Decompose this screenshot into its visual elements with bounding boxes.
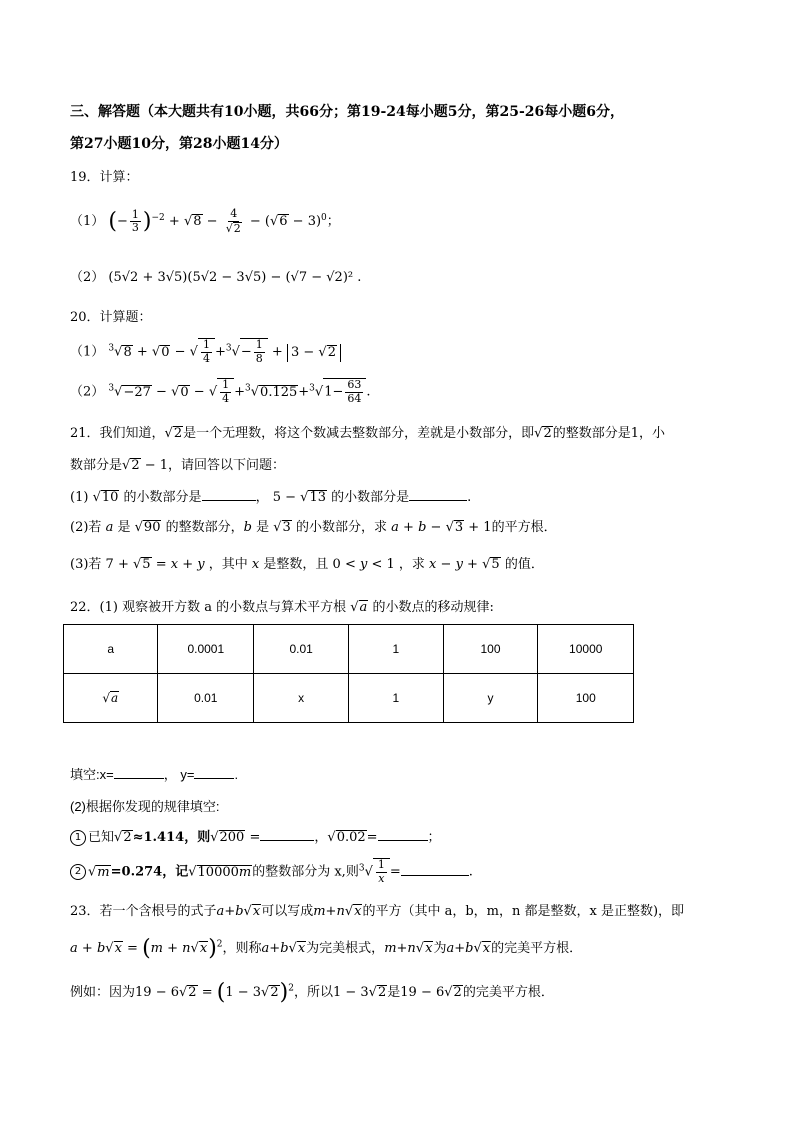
section-header-line1: 三、解答题（本大题共有10小题，共66分；第19-24每小题5分，第25-26每小题6分， [70,104,624,120]
table-cell: 0.01 [254,625,349,674]
q19-part2-expression: (5√2 + 3√5)(5√2 − 3√5) − (√7 − √2)² . [108,270,362,285]
answer-blank[interactable] [194,766,234,779]
q21-text: (2)若 [70,520,102,535]
q21-text: 是 [256,520,270,535]
q21-text: 是 [117,520,131,535]
q21-sub1: (1) √10 的小数部分是 ， 5 − √13 的小数部分是 . [70,490,472,505]
q22-text: 的小数点的移动规律: [372,600,494,615]
answer-blank[interactable] [114,766,164,779]
q22-text: = [366,830,378,845]
q21-sub2: (2)若 a 是 √90 的整数部分，b 是 √3 的小数部分，求 a + b − √3 + 1的平方根． [70,520,557,535]
q23-text: 23．若一个含根号的式子 [70,904,217,919]
q19-part2 [70,266,361,285]
circled-2-icon: 2 [70,864,86,880]
q21-text: ， [255,490,269,505]
q22-text: 的整数部分为 x,则 [252,864,359,880]
q23-text: 为 [433,941,447,956]
q21-intro-line2: 数部分是√2 − 1，请回答以下问题： [70,458,286,473]
answer-blank[interactable] [378,828,428,841]
q23-line3: 例如：因为$19 - 6√2 = (1 - 3√2)^2$，所以1 − 3√2是19 − 6√2的完美平方根． [70,980,554,1005]
q22-text: 22．(1) 观察被开方数 a 的小数点与算术平方根 [70,600,347,615]
q21-text: 的小数部分是 [331,490,410,505]
q20-part2-label: （2） [70,384,105,400]
q21-sub3: (3)若 7 + √5 = x + y ，其中 x 是整数，且 0 < y < 1 ，求 x − y + √5 的值． [70,557,544,572]
table-cell: 0.0001 [158,625,254,674]
q22-item2: 2 √m=0.274，记√10000m的整数部分为 x,则$^3$√ $\frac{1}{x}$ = . [70,858,473,885]
q21-text: (3)若 [70,557,102,572]
table-cell: x [254,674,349,723]
q19-part2-label: （2） [70,270,105,285]
q22-intro: 22．(1) 观察被开方数 a 的小数点与算术平方根 √a 的小数点的移动规律: [70,600,494,615]
q21-text: 的小数部分，求 [295,520,387,535]
table-cell: 1 [349,674,443,723]
table-cell: 100 [538,674,634,723]
sqrt-pattern-table [63,624,634,723]
q19-part1: （1） (− $\frac{1}{3}$ )$^{-2}$ + √8 − $\frac{4}{√2}$ − $(√6 - 3)^0$； [70,207,340,235]
table-cell: 0.01 [158,674,254,723]
q21-text: ，其中 [208,557,248,572]
q21-text: 数部分是 [70,458,123,473]
q23-line2: $a + b√x = (m + n√x)^2$，则称a+b√x为完美根式，m+n√x为a+b√x的完美平方根． [70,936,583,961]
q22-fill-line [70,764,238,783]
q20-part1-label: （1） [70,344,105,360]
q22-text: ； [427,830,441,845]
q21-text: 是一个无理数，将这个数减去整数部分，差就是小数部分，即 [183,426,535,441]
q22-part2: (2)根据你发现的规律填空: [70,799,220,814]
q21-text: 21．我们知道， [70,426,165,441]
q22-item1: 1 已知√2≈1.414，则√200 = ，√0.02= ； [70,826,441,846]
table-row [64,625,634,674]
q19-title: 19．计算： [70,170,139,185]
q22-text: . [468,864,473,880]
circled-1-icon: 1 [70,830,86,846]
table-cell: y [443,674,538,723]
q21-text: ，求 [398,557,425,572]
q22-text: =0.274，记 [110,864,189,880]
answer-blank[interactable] [409,488,467,501]
table-cell: a [64,625,158,674]
q21-text: 的值． [504,557,544,572]
q21-text: 是整数，且 [263,557,329,572]
q21-text: (1) [70,490,89,505]
q22-text: = [249,830,261,845]
table-cell: 1 [349,625,443,674]
q21-text: 的小数部分是 [123,490,202,505]
q22-text: . [234,767,239,782]
q23-text: ，则称 [222,941,262,956]
answer-blank[interactable] [401,863,469,876]
table-cell: √a [64,674,158,723]
q22-text: 已知 [88,830,115,845]
section-header-line2: 第27小题10分，第28小题14分） [70,136,288,152]
q21-text: ，请回答以下问题： [168,458,286,473]
q21-text: 的平方根． [491,520,557,535]
q23-text: 是 [387,985,401,1000]
q22-text: ， y= [163,767,195,782]
answer-blank[interactable] [202,488,256,501]
q23-text: 的完美平方根． [491,941,583,956]
q20-title: 20．计算题： [70,310,152,325]
q23-text: 为完美根式， [306,941,385,956]
q22-text: 填空:x= [70,767,114,782]
q22-text: = [389,864,401,880]
q21-text: 的整数部分是1，小 [552,426,665,441]
table-cell: 10000 [538,625,634,674]
q23-text: ，所以 [293,985,333,1000]
q23-text: 的平方（其中 a，b，m，n 都是整数，x 是正整数)，即 [362,904,685,919]
q20-part2: （2） $^3$√−27 − √0 − √ $\frac{1}{4}$ +$^3$√0.125+$^3$√1− $\frac{63}{64}$ . [70,378,371,405]
q21-text: . [467,490,472,505]
q23-text: 例如：因为 [70,985,136,1000]
table-row [64,674,634,723]
q21-text: 的整数部分， [165,520,244,535]
q22-text: ， [314,830,328,845]
q23-text: 的完美平方根． [462,985,554,1000]
q19-part1-label: （1） [70,214,105,230]
q21-intro-line1: 21．我们知道，√2是一个无理数，将这个数减去整数部分，差就是小数部分，即√2的整数部分是1，小 [70,426,665,441]
q23-line1: 23．若一个含根号的式子a+b√x可以写成m+n√x的平方（其中 a，b，m，n 都是整数，x 是正整数)，即 [70,904,685,919]
q20-part1: （1） $^3$√8 + √0 − √ $\frac{1}{4}$ +$^3$√− $\frac{1}{8}$ + 3 − √2 [70,338,341,365]
q22-text: ≈1.414，则 [132,830,211,845]
table-cell: 100 [443,625,538,674]
answer-blank[interactable] [260,828,314,841]
q23-text: 可以写成 [261,904,314,919]
